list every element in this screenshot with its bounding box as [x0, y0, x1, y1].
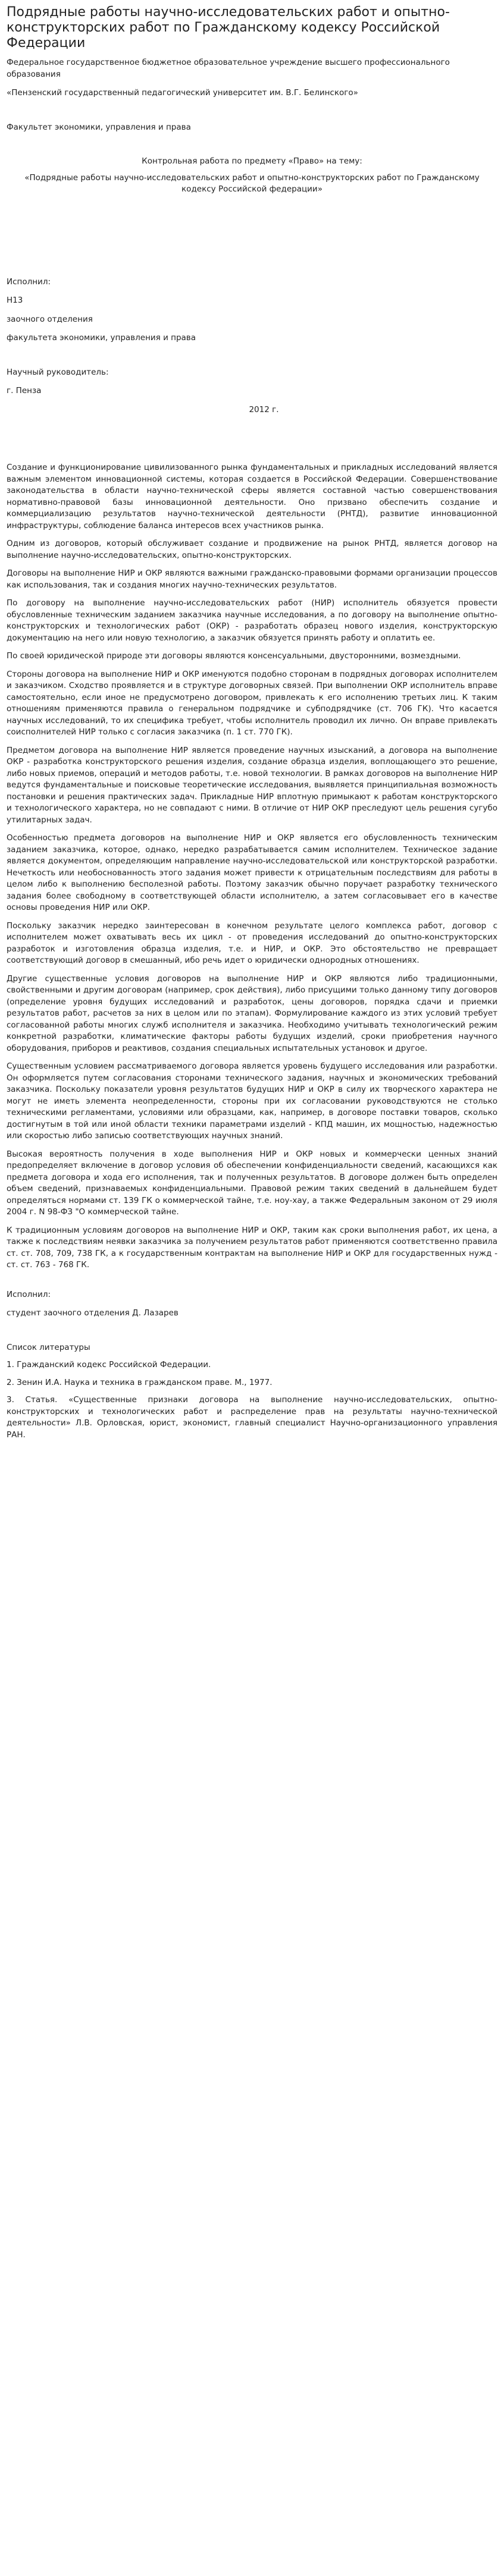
document-title: Подрядные работы научно-исследовательских работ и опытно-конструкторских работ по Гражданскому кодексу Российской Федерации — [7, 5, 450, 51]
supervisor-label: Научный руководитель: — [7, 367, 109, 377]
body-paragraph: Другие существенные условия договоров на выполнение НИР и ОКР являются либо традиционными, свойственными и другим договорам (например, срок действия), либо присущими только данному типу договоров (определение уровня будущих исследований и разработок, цены договоров, порядка сдачи и приемки результатов работ, расчетов за них в целом или по этапам). Формулирование каждого из этих условий требует согласованной работы многих служб исполнителя и заказчика. Необходимо учитывать технологический режим конкретной разработки, климатические факторы работы будущих изделий, сроки приобретения научного оборудования, приборов и реактивов, создания специальных испытательных установок и другое. — [7, 973, 497, 1053]
references-heading: Список литературы — [7, 1342, 90, 1352]
body-paragraph: Существенным условием рассматриваемого договора является уровень будущего исследования или разработки. Он оформляется путем согласования сторонами технического задания, научных и экономических требований заказчика. Поскольку показатели уровня результатов будущих НИР и ОКР в силу их творческого характера не могут не иметь элемента неопределенности, стороны при их согласовании руководствуются не столько техническими регламентами, условиями или образцами, как, например, в договоре поставки товаров, сколько достигнутым в той или иной области техники параметрами изделий - КПД машин, их мощностью, надежностью или скоростью либо записью соответствующих научных знаний. — [7, 1061, 497, 1141]
year: 2012 г. — [249, 404, 279, 414]
body-paragraph: К традиционным условиям договоров на выполнение НИР и ОКР, таким как сроки выполнения работ, их цена, а также к последствиям неявки заказчика за получением результатов работ применяются соответственно правила ст. ст. 708, 709, 738 ГК, а к государственным контрактам на выполнение НИР и ОКР для государственных нужд - ст. ст. 763 - 768 ГК. — [7, 1225, 497, 1270]
body-paragraph: Высокая вероятность получения в ходе выполнения НИР и ОКР новых и коммерчески ценных знаний предопределяет включение в договор условия об обеспечении конфиденциальности сведений, касающихся как предмета договора и хода его исполнения, так и полученных результатов. В договоре должен быть определен объем сведений, признаваемых конфиденциальными. Правовой режим таких сведений в дальнейшем будет определяться нормами ст. 139 ГК о коммерческой тайне, т.е. ноу-хау, а также Федеральным законом от 29 июля 2004 г. N 98-ФЗ "О коммерческой тайне. — [7, 1149, 497, 1217]
faculty-name: Факультет экономики, управления и права — [7, 122, 191, 132]
body-paragraph: Создание и функционирование цивилизованного рынка фундаментальных и прикладных исследований является важным элементом инновационной системы, которая создается в Российской Федерации. Совершенствование законодательства в области научно-технической сферы является составной частью совершенствования нормативно-правовой базы инновационной деятельности. Оно призвано обеспечить создание и коммерциализацию результатов научно-технической деятельности (РНТД), развитие инновационной инфраструктуры, соблюдение баланса интересов всех участников рынка. — [7, 463, 497, 530]
organization-name: Федеральное государственное бюджетное образовательное учреждение высшего профессионального образования — [7, 58, 450, 79]
body-paragraph: Одним из договоров, который обслуживает создание и продвижение на рынок РНТД, является договор на выполнение научно-исследовательских, опытно-конструкторских. — [7, 539, 497, 560]
work-topic: «Подрядные работы научно-исследовательских работ и опытно-конструкторских работ по Гражданскому кодексу Российской федерации» — [24, 172, 480, 194]
city: г. Пенза — [7, 386, 42, 395]
work-type: Контрольная работа по предмету «Право» на тему: — [142, 156, 362, 166]
body-paragraph: Предметом договора на выполнение НИР является проведение научных изысканий, а договора на выполнение ОКР - разработка конструкторского решения изделия, создание образца изделия, воплощающего это решение, либо новых приемов, операций и методов работы, т.е. новой технологии. В рамках договоров на выполнение НИР ведутся фундаментальные и поисковые теоретические исследования, выявляется принципиальная возможность постановки и решения практических задач. Прикладные НИР вплотную примыкают к работам конструкторского и технологического характера, но не совпадают с ними. В отличие от НИР ОКР преследуют цель решения сугубо утилитарных задач. — [7, 745, 497, 825]
author-faculty: факультета экономики, управления и права — [7, 333, 196, 343]
body-paragraph: Стороны договора на выполнение НИР и ОКР именуются подобно сторонам в подрядных договорах исполнителем и заказчиком. Сходство проявляется и в структуре договорных связей. При выполнении ОКР исполнитель вправе самостоятельно, если иное не предусмотрено договором, привлекать к его исполнению третьих лиц. К таким отношениям применяются правила о генеральном подрядчике и субподрядчике (ст. 706 ГК). Что касается научных исследований, то их специфика требует, чтобы исполнитель проводил их лично. Он вправе привлекать соисполнителей НИР только с согласия заказчика (п. 1 ст. 770 ГК). — [7, 669, 497, 737]
author-label: Исполнил: — [7, 277, 51, 287]
signature-line: студент заочного отделения Д. Лазарев — [7, 1308, 179, 1318]
main-body — [7, 462, 497, 1271]
author-department: заочного отделения — [7, 314, 93, 324]
author-group: Н13 — [7, 296, 23, 305]
body-paragraph: По договору на выполнение научно-исследовательских работ (НИР) исполнитель обязуется провести обусловленные техническим заданием заказчика научные исследования, а по договору на выполнение опытно-конструкторских и технологических работ (ОКР) - разработать образец нового изделия, конструкторскую документацию на него или новую технологию, а заказчик обязуется принять работу и оплатить ее. — [7, 598, 497, 643]
reference-item: 2. Зенин И.А. Наука и техника в гражданском праве. М., 1977. — [7, 1377, 273, 1387]
body-paragraph: Договоры на выполнение НИР и ОКР являются важными гражданско-правовыми формами организации процессов как использования, так и создания многих научно-технических результатов. — [7, 568, 497, 590]
body-paragraph: Особенностью предмета договоров на выполнение НИР и ОКР является его обусловленность техническим заданием заказчика, которое, однако, нередко разрабатывается самим исполнителем. Техническое задание является документом, определяющим направление научно-исследовательской или конструкторской разработки. Нечеткость или необоснованность этого задания может привести к отрицательным последствиям для работы в целом либо к выполнению бесполезной работы. Поэтому заказчик обычно поручает разработку технического задания более свободному в соответствующей области исполнителю, а затем согласовывает его в качестве основы проведения НИР или ОКР. — [7, 833, 497, 912]
body-paragraph: Поскольку заказчик нередко заинтересован в конечном результате целого комплекса работ, договор с исполнителем может охватывать весь их цикл - от проведения исследований до опытно-конструкторских разработок и изготовления образца изделия, т.е. и НИР, и ОКР. Это обстоятельство не превращает соответствующий договор в смешанный, ибо речь идет о юридически однородных отношениях. — [7, 921, 497, 965]
reference-item: 1. Гражданский кодекс Российской Федерации. — [7, 1360, 211, 1369]
university-name: «Пензенский государственный педагогический университет им. В.Г. Белинского» — [7, 88, 358, 98]
reference-item: 3. Статья. «Существенные признаки договора на выполнение научно-исследовательских, опытно-конструкторских и технологических работ и распределение прав на результаты научно-технической деятельности» Л.В. Орловская, юрист, экономист, главный специалист Научно-организационного управления РАН. — [7, 1395, 497, 1440]
body-paragraph: По своей юридической природе эти договоры являются консенсуальными, двусторонними, возмездными. — [7, 651, 461, 661]
signature-label: Исполнил: — [7, 1289, 51, 1299]
